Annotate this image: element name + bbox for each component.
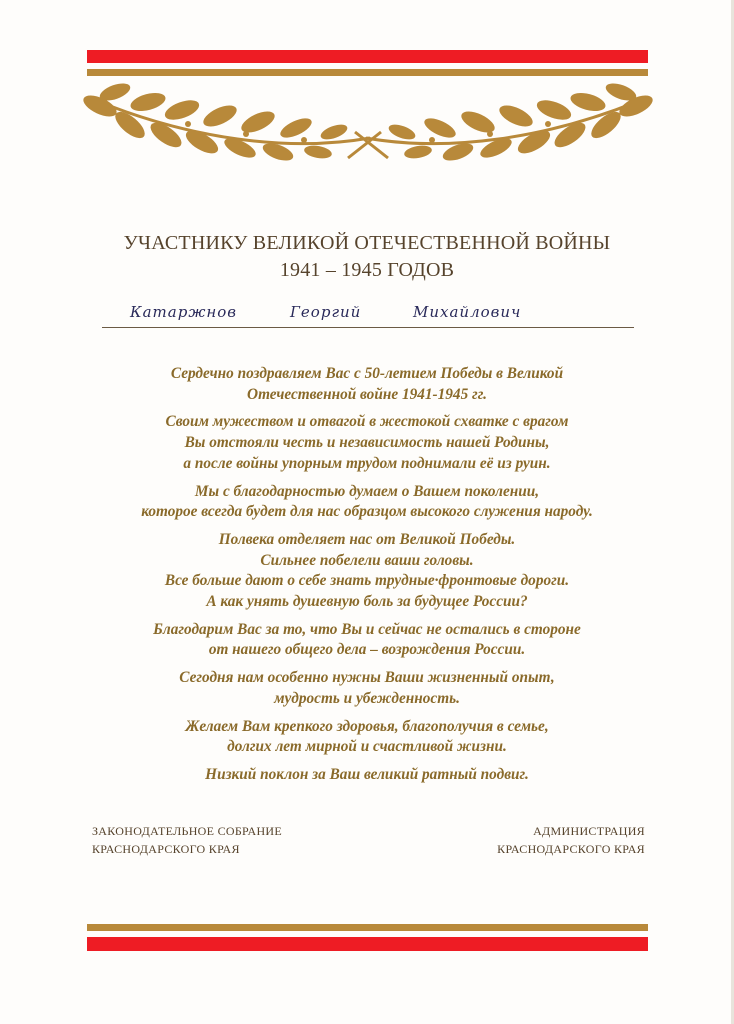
text-line: Отечественной войне 1941-1945 гг. — [247, 385, 487, 403]
recipient-surname: Катаржнов — [130, 303, 238, 321]
text-line: от нашего общего дела – возрождения России. — [208, 641, 526, 659]
text-line: Своим мужеством и отвагой в жестокой схватке с врагом — [165, 413, 569, 431]
text-line: Желаем Вам крепкого здоровья, благополучия в семье, — [185, 717, 549, 735]
paragraph — [60, 364, 674, 405]
bottom-red-band — [87, 937, 648, 951]
recipient-name — [130, 303, 550, 327]
text-line: Низкий поклон за Ваш великий ратный подвиг. — [205, 765, 529, 783]
text-line: А как унять душевную боль за будущее России? — [206, 593, 528, 611]
paragraph — [60, 530, 674, 613]
text-line: которое всегда будет для нас образцом высокого служения народу. — [141, 503, 593, 521]
text-line: Мы с благодарностью думаем о Вашем поколении, — [194, 482, 540, 500]
text-line: Вы отстояли честь и независимость нашей Родины, — [184, 434, 550, 452]
text-line: Полвека отделяет нас от Великой Победы. — [218, 530, 516, 548]
paragraph — [60, 765, 674, 786]
signatory-line: ЗАКОНОДАТЕЛЬНОЕ СОБРАНИЕ — [92, 824, 283, 838]
certificate-title: УЧАСТНИКУ ВЕЛИКОЙ ОТЕЧЕСТВЕННОЙ ВОЙНЫ — [123, 232, 611, 254]
recipient-patronymic: Михайлович — [413, 303, 522, 321]
text-line: Все больше дают о себе знать трудные·фронтовые дороги. — [164, 572, 570, 590]
recipient-first-name: Георгий — [290, 303, 362, 321]
signatory-line: КРАСНОДАРСКОГО КРАЯ — [92, 842, 240, 856]
certificate-years: 1941 – 1945 ГОДОВ — [279, 259, 455, 281]
paragraph — [60, 620, 674, 661]
paragraph — [60, 412, 674, 474]
signatory-line: АДМИНИСТРАЦИЯ — [533, 824, 645, 838]
name-underline — [102, 327, 634, 328]
greeting-text — [60, 364, 674, 793]
bottom-gold-band — [87, 924, 648, 931]
text-line: долгих лет мирной и счастливой жизни. — [227, 738, 507, 756]
laurel-oak-branches-icon — [70, 80, 666, 170]
signatory-legislative-assembly — [92, 822, 282, 858]
text-line: а после войны упорным трудом поднимали её из руин. — [183, 454, 551, 472]
paragraph — [60, 482, 674, 523]
top-red-band — [87, 50, 648, 63]
paragraph — [60, 668, 674, 709]
text-line: Сильнее побелели ваши головы. — [260, 551, 474, 569]
text-line: мудрость и убежденность. — [274, 689, 460, 707]
text-line: Сердечно поздравляем Вас с 50-летием Победы в Великой — [170, 365, 564, 382]
top-gold-band — [87, 69, 648, 76]
text-line: Сегодня нам особенно нужны Ваши жизненный опыт, — [179, 669, 555, 687]
signatory-administration — [497, 822, 645, 858]
signatory-line: КРАСНОДАРСКОГО КРАЯ — [497, 842, 645, 856]
text-line: Благодарим Вас за то, что Вы и сейчас не остались в стороне — [153, 620, 581, 638]
paragraph — [60, 717, 674, 758]
